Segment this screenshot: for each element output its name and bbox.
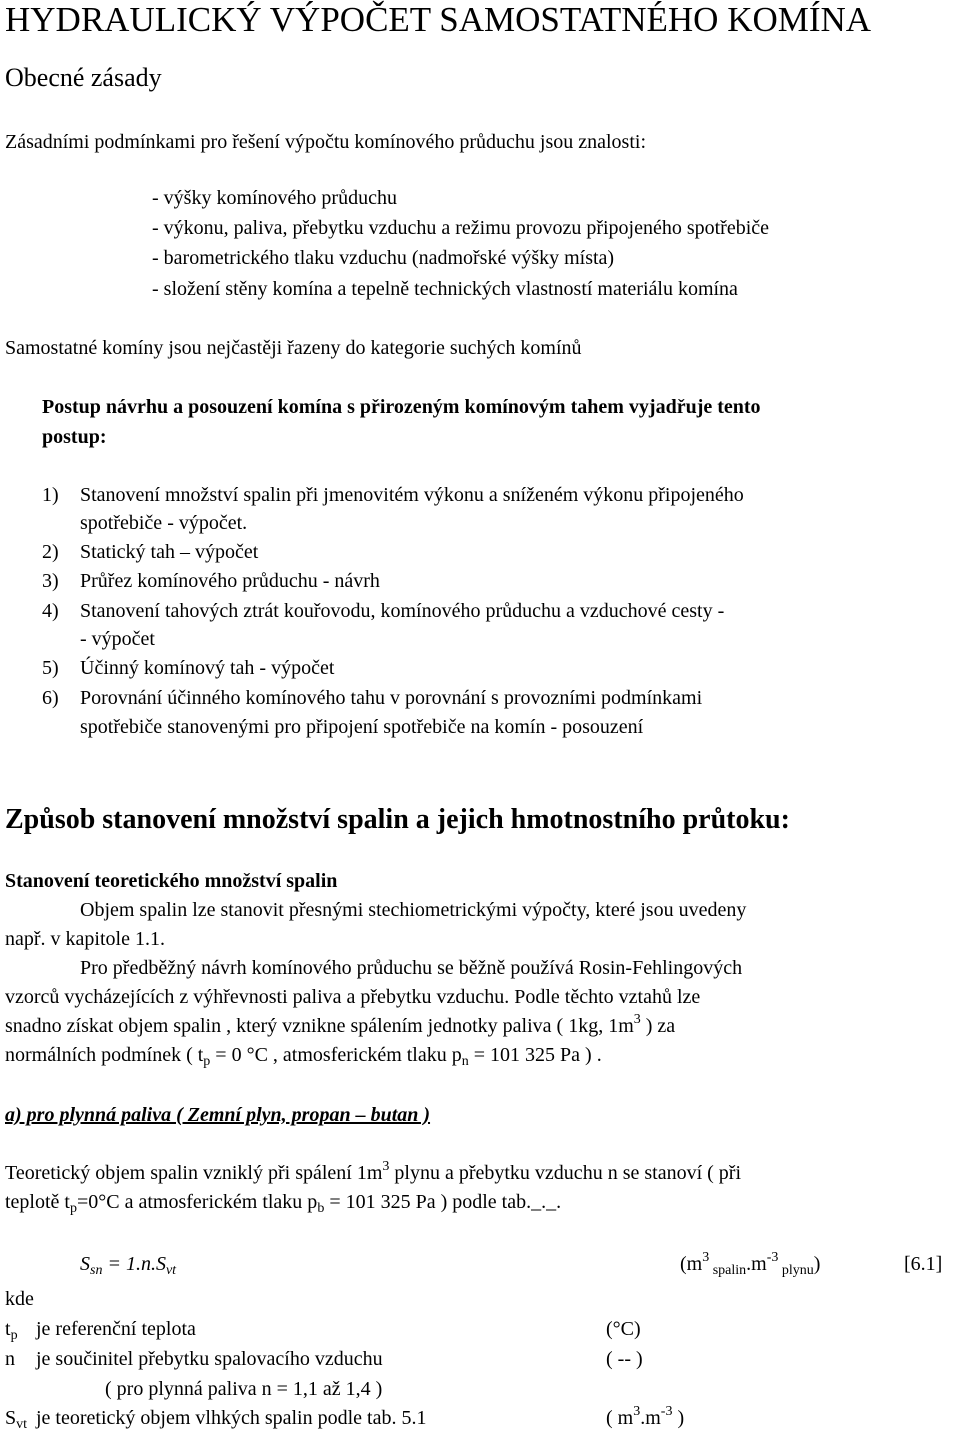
paragraph-line: teplotě $t_p=0^\circ C$ a atmosferickém tlaku $p_b = 101$ 325 Pa ) podle tab._._. — [5, 1191, 562, 1216]
condition-item: - výkonu, paliva, přebytku vzduchu a režimu provozu připojeného spotřebiče — [152, 217, 770, 239]
step-text: - výpočet — [80, 628, 155, 650]
def-symbol: $t_p$ — [5, 1318, 18, 1343]
condition-item: - výšky komínového průduchu — [152, 187, 397, 209]
step-text: Stanovení tahových ztrát kouřovodu, komínového průduchu a vzduchové cesty - — [80, 600, 725, 622]
paragraph-line: např. v kapitole 1.1. — [5, 928, 165, 950]
def-symbol: $S_{vt}$ — [5, 1407, 28, 1432]
gas-fuels-heading: a) pro plynná paliva ( Zemní plyn, propan – butan ) — [5, 1104, 431, 1126]
def-unit: ( -- ) — [606, 1348, 643, 1370]
step-number: 5) — [42, 657, 59, 679]
procedure-heading-cont: postup: — [42, 426, 107, 448]
step-text: Porovnání účinného komínového tahu v porovnání s provozními podmínkami — [80, 687, 703, 709]
step-text: Stanovení množství spalin při jmenovitém výkonu a sníženém výkonu připojeného — [80, 484, 744, 506]
step-text: Účinný komínový tah - výpočet — [80, 657, 335, 679]
def-text: je teoretický objem vlhkých spalin podle tab. 5.1 — [36, 1407, 427, 1429]
def-text: je referenční teplota — [36, 1318, 196, 1340]
step-text: Statický tah – výpočet — [80, 541, 259, 563]
sub-heading: Stanovení teoretického množství spalin — [5, 870, 338, 892]
step-number: 3) — [42, 570, 59, 592]
def-unit: (°C) — [606, 1318, 641, 1340]
paragraph-line: vzorců vycházejících z výhřevnosti paliva a přebytku vzduchu. Podle těchto vztahů lze — [5, 986, 701, 1008]
step-text: spotřebiče - výpočet. — [80, 512, 248, 534]
paragraph-line: Teoretický objem spalin vzniklý při spálení $1m^3$ plynu a přebytku vzduchu n se stanoví ( při — [5, 1159, 741, 1184]
equation-number: [6.1] — [904, 1253, 943, 1275]
condition-item: - barometrického tlaku vzduchu (nadmořské výšky místa) — [152, 247, 615, 269]
def-text: je součinitel přebytku spalovacího vzduchu — [36, 1348, 383, 1370]
dry-chimneys-text: Samostatné komíny jsou nejčastěji řazeny do kategorie suchých komínů — [5, 337, 582, 359]
section-heading: Způsob stanovení množství spalin a jejich hmotnostního průtoku: — [5, 804, 790, 835]
paragraph-line: Pro předběžný návrh komínového průduchu se běžně používá Rosin-Fehlingových — [80, 957, 743, 979]
step-text: Průřez komínového průduchu - návrh — [80, 570, 380, 592]
paragraph-line: normálních podmínek ( $t_p = 0$ °C , atmosferickém tlaku $p_n = 101$ 325 Pa ) . — [5, 1044, 602, 1069]
formula: $S_{sn} = 1.n.S_{vt}$ — [80, 1253, 177, 1278]
paragraph-line: Objem spalin lze stanovit přesnými stechiometrickými výpočty, které jsou uvedeny — [80, 899, 747, 921]
procedure-heading: Postup návrhu a posouzení komína s přirozeným komínovým tahem vyjadřuje tento — [42, 396, 761, 418]
step-number: 1) — [42, 484, 59, 506]
step-number: 6) — [42, 687, 59, 709]
def-note: ( pro plynná paliva n = 1,1 až 1,4 ) — [105, 1378, 383, 1400]
def-unit: ( $m^3.m^{-3}$ ) — [606, 1404, 685, 1429]
formula-unit: ($m^3$ $_{spalin}.m^{-3}$ $_{plynu}$) — [680, 1250, 821, 1278]
step-text: spotřebiče stanovenými pro připojení spotřebiče na komín - posouzení — [80, 716, 644, 738]
condition-item: - složení stěny komína a tepelně technických vlastností materiálu komína — [152, 278, 738, 300]
step-number: 4) — [42, 600, 59, 622]
paragraph-line: snadno získat objem spalin , který vznikne spálením jednotky paliva ( 1kg, $1m^3$ ) za — [5, 1012, 676, 1037]
intro-text: Zásadními podmínkami pro řešení výpočtu komínového průduchu jsou znalosti: — [5, 131, 647, 153]
step-number: 2) — [42, 541, 59, 563]
page-title: HYDRAULICKÝ VÝPOČET SAMOSTATNÉHO KOMÍNA — [5, 0, 872, 39]
def-symbol: n — [5, 1348, 15, 1370]
section-subtitle: Obecné zásady — [5, 63, 162, 92]
kde-label: kde — [5, 1288, 34, 1310]
